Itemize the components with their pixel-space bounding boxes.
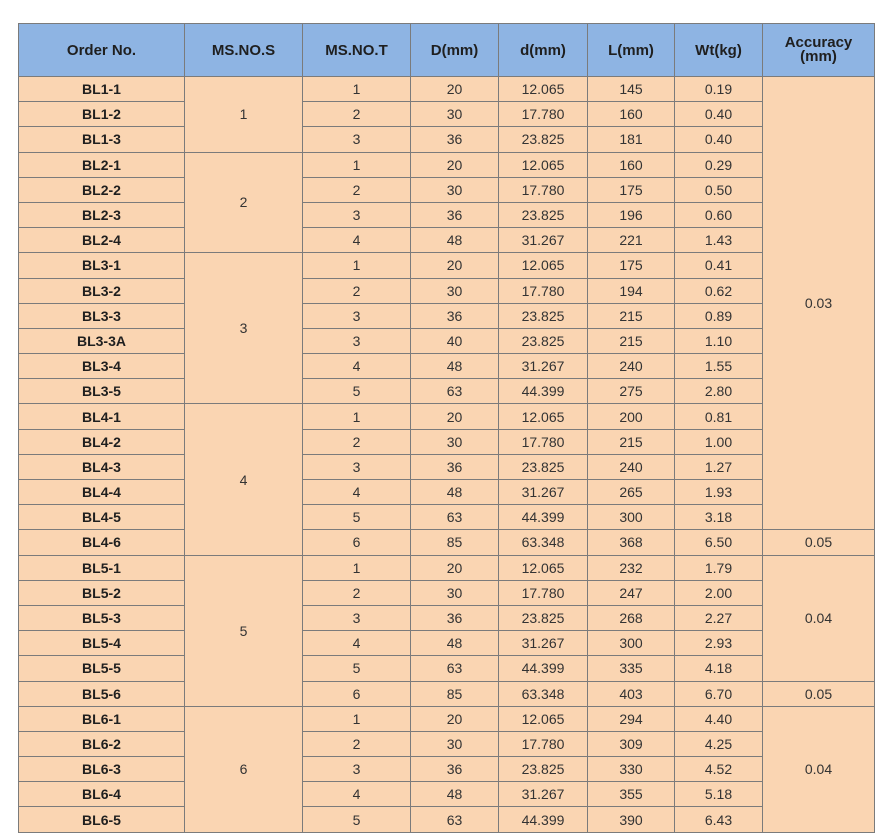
- inner-diameter-cell: 44.399: [499, 505, 588, 530]
- accuracy-cell: 0.05: [763, 530, 875, 555]
- order-no-cell: BL5-1: [19, 555, 185, 580]
- table-row: [19, 77, 875, 102]
- order-no-cell: BL4-5: [19, 505, 185, 530]
- ms-no-t-cell: 1: [303, 253, 411, 278]
- table-row: [19, 202, 875, 227]
- header-length: L(mm): [588, 24, 675, 77]
- accuracy-cell: 0.03: [763, 77, 875, 530]
- inner-diameter-cell: 31.267: [499, 782, 588, 807]
- header-ms-no-t: MS.NO.T: [303, 24, 411, 77]
- outer-diameter-cell: 36: [411, 605, 499, 630]
- order-no-cell: BL3-1: [19, 253, 185, 278]
- length-cell: 194: [588, 278, 675, 303]
- ms-no-t-cell: 4: [303, 228, 411, 253]
- accuracy-cell: 0.04: [763, 706, 875, 832]
- table-row: [19, 757, 875, 782]
- outer-diameter-cell: 20: [411, 253, 499, 278]
- inner-diameter-cell: 17.780: [499, 278, 588, 303]
- order-no-cell: BL5-3: [19, 605, 185, 630]
- ms-no-s-cell: 5: [185, 555, 303, 706]
- length-cell: 265: [588, 480, 675, 505]
- outer-diameter-cell: 30: [411, 278, 499, 303]
- order-no-cell: BL6-5: [19, 807, 185, 832]
- table-row: [19, 656, 875, 681]
- outer-diameter-cell: 30: [411, 429, 499, 454]
- outer-diameter-cell: 48: [411, 480, 499, 505]
- weight-cell: 6.43: [675, 807, 763, 832]
- ms-no-t-cell: 2: [303, 102, 411, 127]
- table-row: [19, 480, 875, 505]
- outer-diameter-cell: 63: [411, 807, 499, 832]
- table-row: [19, 605, 875, 630]
- order-no-cell: BL5-6: [19, 681, 185, 706]
- length-cell: 175: [588, 253, 675, 278]
- inner-diameter-cell: 63.348: [499, 681, 588, 706]
- ms-no-t-cell: 3: [303, 757, 411, 782]
- length-cell: 355: [588, 782, 675, 807]
- inner-diameter-cell: 31.267: [499, 631, 588, 656]
- outer-diameter-cell: 30: [411, 731, 499, 756]
- table-row: [19, 631, 875, 656]
- inner-diameter-cell: 12.065: [499, 555, 588, 580]
- order-no-cell: BL6-1: [19, 706, 185, 731]
- ms-no-t-cell: 4: [303, 354, 411, 379]
- header-accuracy-label: Accuracy: [784, 34, 853, 51]
- length-cell: 181: [588, 127, 675, 152]
- ms-no-t-cell: 4: [303, 480, 411, 505]
- weight-cell: 1.55: [675, 354, 763, 379]
- ms-no-t-cell: 2: [303, 177, 411, 202]
- outer-diameter-cell: 20: [411, 404, 499, 429]
- ms-no-t-cell: 4: [303, 782, 411, 807]
- length-cell: 232: [588, 555, 675, 580]
- ms-no-t-cell: 2: [303, 429, 411, 454]
- outer-diameter-cell: 20: [411, 152, 499, 177]
- order-no-cell: BL5-4: [19, 631, 185, 656]
- weight-cell: 6.70: [675, 681, 763, 706]
- weight-cell: 4.52: [675, 757, 763, 782]
- ms-no-t-cell: 3: [303, 202, 411, 227]
- ms-no-t-cell: 2: [303, 278, 411, 303]
- order-no-cell: BL5-2: [19, 580, 185, 605]
- length-cell: 268: [588, 605, 675, 630]
- length-cell: 240: [588, 354, 675, 379]
- ms-no-s-cell: 2: [185, 152, 303, 253]
- header-weight: Wt(kg): [675, 24, 763, 77]
- inner-diameter-cell: 17.780: [499, 102, 588, 127]
- length-cell: 160: [588, 152, 675, 177]
- inner-diameter-cell: 63.348: [499, 530, 588, 555]
- weight-cell: 3.18: [675, 505, 763, 530]
- outer-diameter-cell: 30: [411, 580, 499, 605]
- inner-diameter-cell: 12.065: [499, 77, 588, 102]
- ms-no-s-cell: 4: [185, 404, 303, 555]
- table-row: [19, 278, 875, 303]
- table-row: [19, 505, 875, 530]
- order-no-cell: BL6-2: [19, 731, 185, 756]
- table-row: [19, 379, 875, 404]
- order-no-cell: BL6-3: [19, 757, 185, 782]
- length-cell: 300: [588, 505, 675, 530]
- weight-cell: 1.27: [675, 454, 763, 479]
- ms-no-t-cell: 5: [303, 807, 411, 832]
- ms-no-s-cell: 1: [185, 77, 303, 153]
- ms-no-t-cell: 4: [303, 631, 411, 656]
- length-cell: 294: [588, 706, 675, 731]
- outer-diameter-cell: 63: [411, 379, 499, 404]
- length-cell: 175: [588, 177, 675, 202]
- weight-cell: 0.41: [675, 253, 763, 278]
- order-no-cell: BL3-2: [19, 278, 185, 303]
- table-row: [19, 706, 875, 731]
- inner-diameter-cell: 23.825: [499, 127, 588, 152]
- weight-cell: 0.62: [675, 278, 763, 303]
- weight-cell: 4.25: [675, 731, 763, 756]
- ms-no-t-cell: 3: [303, 328, 411, 353]
- table-row: [19, 177, 875, 202]
- table-row: [19, 429, 875, 454]
- outer-diameter-cell: 63: [411, 656, 499, 681]
- length-cell: 196: [588, 202, 675, 227]
- ms-no-t-cell: 5: [303, 505, 411, 530]
- order-no-cell: BL4-3: [19, 454, 185, 479]
- outer-diameter-cell: 48: [411, 631, 499, 656]
- inner-diameter-cell: 23.825: [499, 202, 588, 227]
- inner-diameter-cell: 17.780: [499, 429, 588, 454]
- outer-diameter-cell: 36: [411, 127, 499, 152]
- length-cell: 390: [588, 807, 675, 832]
- ms-no-t-cell: 3: [303, 303, 411, 328]
- length-cell: 200: [588, 404, 675, 429]
- length-cell: 300: [588, 631, 675, 656]
- table-row: [19, 354, 875, 379]
- length-cell: 335: [588, 656, 675, 681]
- inner-diameter-cell: 31.267: [499, 480, 588, 505]
- inner-diameter-cell: 31.267: [499, 354, 588, 379]
- table-row: [19, 580, 875, 605]
- table-row: [19, 530, 875, 555]
- outer-diameter-cell: 63: [411, 505, 499, 530]
- order-no-cell: BL3-3A: [19, 328, 185, 353]
- table-row: [19, 404, 875, 429]
- weight-cell: 4.18: [675, 656, 763, 681]
- length-cell: 215: [588, 429, 675, 454]
- order-no-cell: BL2-3: [19, 202, 185, 227]
- weight-cell: 0.19: [675, 77, 763, 102]
- inner-diameter-cell: 44.399: [499, 656, 588, 681]
- outer-diameter-cell: 36: [411, 303, 499, 328]
- outer-diameter-cell: 48: [411, 354, 499, 379]
- weight-cell: 5.18: [675, 782, 763, 807]
- inner-diameter-cell: 12.065: [499, 706, 588, 731]
- header-ms-no-s: MS.NO.S: [185, 24, 303, 77]
- outer-diameter-cell: 36: [411, 202, 499, 227]
- table-row: [19, 127, 875, 152]
- inner-diameter-cell: 23.825: [499, 328, 588, 353]
- outer-diameter-cell: 30: [411, 102, 499, 127]
- ms-no-t-cell: 3: [303, 127, 411, 152]
- outer-diameter-cell: 36: [411, 454, 499, 479]
- table-row: [19, 328, 875, 353]
- table-row: [19, 454, 875, 479]
- ms-no-t-cell: 3: [303, 454, 411, 479]
- table-row: [19, 228, 875, 253]
- length-cell: 368: [588, 530, 675, 555]
- inner-diameter-cell: 44.399: [499, 807, 588, 832]
- header-accuracy-unit: (mm): [800, 48, 837, 65]
- length-cell: 215: [588, 328, 675, 353]
- order-no-cell: BL3-3: [19, 303, 185, 328]
- ms-no-t-cell: 2: [303, 731, 411, 756]
- inner-diameter-cell: 23.825: [499, 757, 588, 782]
- order-no-cell: BL3-4: [19, 354, 185, 379]
- order-no-cell: BL1-3: [19, 127, 185, 152]
- outer-diameter-cell: 40: [411, 328, 499, 353]
- length-cell: 240: [588, 454, 675, 479]
- accuracy-cell: 0.04: [763, 555, 875, 681]
- outer-diameter-cell: 20: [411, 77, 499, 102]
- length-cell: 309: [588, 731, 675, 756]
- outer-diameter-cell: 48: [411, 782, 499, 807]
- header-accuracy: [763, 24, 875, 77]
- ms-no-t-cell: 1: [303, 404, 411, 429]
- order-no-cell: BL1-2: [19, 102, 185, 127]
- table-row: [19, 152, 875, 177]
- order-no-cell: BL4-4: [19, 480, 185, 505]
- ms-no-t-cell: 1: [303, 77, 411, 102]
- inner-diameter-cell: 12.065: [499, 404, 588, 429]
- length-cell: 221: [588, 228, 675, 253]
- inner-diameter-cell: 17.780: [499, 731, 588, 756]
- inner-diameter-cell: 12.065: [499, 152, 588, 177]
- weight-cell: 1.93: [675, 480, 763, 505]
- ms-no-t-cell: 2: [303, 580, 411, 605]
- table-row: [19, 782, 875, 807]
- outer-diameter-cell: 20: [411, 555, 499, 580]
- order-no-cell: BL2-1: [19, 152, 185, 177]
- ms-no-s-cell: 6: [185, 706, 303, 832]
- weight-cell: 1.00: [675, 429, 763, 454]
- length-cell: 145: [588, 77, 675, 102]
- weight-cell: 0.89: [675, 303, 763, 328]
- header-outer-diameter: D(mm): [411, 24, 499, 77]
- ms-no-t-cell: 5: [303, 379, 411, 404]
- weight-cell: 4.40: [675, 706, 763, 731]
- weight-cell: 0.29: [675, 152, 763, 177]
- inner-diameter-cell: 17.780: [499, 580, 588, 605]
- ms-no-s-cell: 3: [185, 253, 303, 404]
- ms-no-t-cell: 5: [303, 656, 411, 681]
- length-cell: 275: [588, 379, 675, 404]
- table-row: [19, 731, 875, 756]
- order-no-cell: BL3-5: [19, 379, 185, 404]
- table-row: [19, 303, 875, 328]
- weight-cell: 2.93: [675, 631, 763, 656]
- outer-diameter-cell: 30: [411, 177, 499, 202]
- weight-cell: 2.00: [675, 580, 763, 605]
- inner-diameter-cell: 44.399: [499, 379, 588, 404]
- length-cell: 160: [588, 102, 675, 127]
- table-row: [19, 807, 875, 832]
- length-cell: 330: [588, 757, 675, 782]
- table-row: [19, 555, 875, 580]
- weight-cell: 1.10: [675, 328, 763, 353]
- weight-cell: 0.60: [675, 202, 763, 227]
- header-inner-diameter: d(mm): [499, 24, 588, 77]
- weight-cell: 1.43: [675, 228, 763, 253]
- ms-no-t-cell: 1: [303, 706, 411, 731]
- ms-no-t-cell: 3: [303, 605, 411, 630]
- order-no-cell: BL6-4: [19, 782, 185, 807]
- inner-diameter-cell: 17.780: [499, 177, 588, 202]
- weight-cell: 0.40: [675, 102, 763, 127]
- length-cell: 247: [588, 580, 675, 605]
- order-no-cell: BL2-4: [19, 228, 185, 253]
- weight-cell: 0.81: [675, 404, 763, 429]
- outer-diameter-cell: 85: [411, 530, 499, 555]
- weight-cell: 0.50: [675, 177, 763, 202]
- outer-diameter-cell: 20: [411, 706, 499, 731]
- header-order-no: Order No.: [19, 24, 185, 77]
- ms-no-t-cell: 6: [303, 681, 411, 706]
- inner-diameter-cell: 31.267: [499, 228, 588, 253]
- inner-diameter-cell: 23.825: [499, 454, 588, 479]
- weight-cell: 6.50: [675, 530, 763, 555]
- table-row: [19, 102, 875, 127]
- weight-cell: 2.80: [675, 379, 763, 404]
- table-row: [19, 681, 875, 706]
- inner-diameter-cell: 12.065: [499, 253, 588, 278]
- ms-no-t-cell: 1: [303, 555, 411, 580]
- order-no-cell: BL5-5: [19, 656, 185, 681]
- order-no-cell: BL4-6: [19, 530, 185, 555]
- outer-diameter-cell: 48: [411, 228, 499, 253]
- inner-diameter-cell: 23.825: [499, 605, 588, 630]
- order-no-cell: BL4-2: [19, 429, 185, 454]
- inner-diameter-cell: 23.825: [499, 303, 588, 328]
- ms-no-t-cell: 1: [303, 152, 411, 177]
- spec-table: [18, 23, 875, 833]
- weight-cell: 1.79: [675, 555, 763, 580]
- weight-cell: 0.40: [675, 127, 763, 152]
- length-cell: 403: [588, 681, 675, 706]
- table-row: [19, 253, 875, 278]
- header-row: [19, 24, 875, 77]
- length-cell: 215: [588, 303, 675, 328]
- accuracy-cell: 0.05: [763, 681, 875, 706]
- order-no-cell: BL4-1: [19, 404, 185, 429]
- outer-diameter-cell: 36: [411, 757, 499, 782]
- order-no-cell: BL2-2: [19, 177, 185, 202]
- table-body: [19, 77, 875, 833]
- weight-cell: 2.27: [675, 605, 763, 630]
- outer-diameter-cell: 85: [411, 681, 499, 706]
- order-no-cell: BL1-1: [19, 77, 185, 102]
- ms-no-t-cell: 6: [303, 530, 411, 555]
